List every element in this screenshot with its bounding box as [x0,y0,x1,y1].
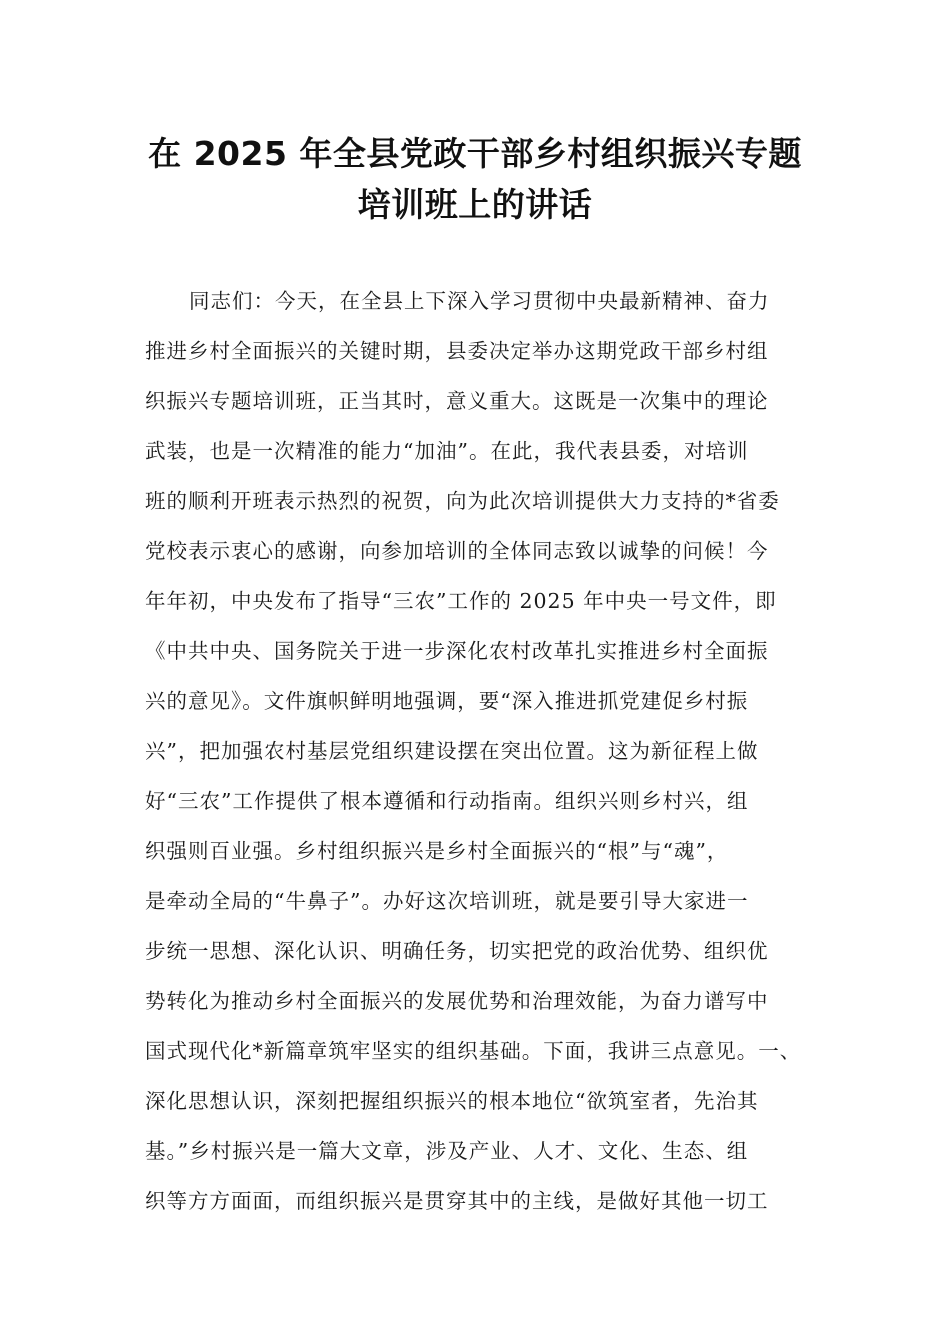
body-line: 同志们：今天，在全县上下深入学习贯彻中央最新精神、奋力 [189,289,770,313]
document-title [120,128,830,230]
body-line: 势转化为推动乡村全面振兴的发展优势和治理效能，为奋力谱写中 [145,989,769,1013]
body-line: 基。”乡村振兴是一篇大文章，涉及产业、人才、文化、生态、组 [145,1139,749,1163]
body-line: 步统一思想、深化认识、明确任务，切实把党的政治优势、组织优 [145,939,769,963]
body-line: 班的顺利开班表示热烈的祝贺，向为此次培训提供大力支持的*省委 [145,489,780,513]
body-line: 国式现代化*新篇章筑牢坚实的组织基础。下面，我讲三点意见。一、 [145,1039,802,1063]
speech-body [145,286,825,1236]
body-line: 织等方方面面，而组织振兴是贯穿其中的主线，是做好其他一切工 [145,1189,769,1213]
body-line: 兴的意见》。文件旗帜鲜明地强调，要“深入推进抓党建促乡村振 [145,689,749,713]
body-line: 推进乡村全面振兴的关键时期，县委决定举办这期党政干部乡村组 [145,339,769,363]
body-line: 织振兴专题培训班，正当其时，意义重大。这既是一次集中的理论 [145,389,769,413]
title-line: 在 2025 年全县党政干部乡村组织振兴专题 [148,134,802,173]
title-line: 培训班上的讲话 [357,185,593,224]
body-line: 武装，也是一次精准的能力“加油”。在此，我代表县委，对培训 [145,439,749,463]
body-line: 深化思想认识，深刻把握组织振兴的根本地位“欲筑室者，先治其 [145,1089,759,1113]
body-line: 年年初，中央发布了指导“三农”工作的 2025 年中央一号文件，即 [145,589,777,613]
body-line: 是牵动全局的“牛鼻子”。办好这次培训班，就是要引导大家进一 [145,889,749,913]
body-line: 好“三农”工作提供了根本遵循和行动指南。组织兴则乡村兴，组 [145,789,749,813]
body-line: 织强则百业强。乡村组织振兴是乡村全面振兴的“根”与“魂”， [145,839,729,863]
body-line: 兴”，把加强农村基层党组织建设摆在突出位置。这为新征程上做 [145,739,759,763]
body-line: 党校表示衷心的感谢，向参加培训的全体同志致以诚挚的问候！今 [145,539,769,563]
body-line: 《中共中央、国务院关于进一步深化农村改革扎实推进乡村全面振 [145,639,769,663]
